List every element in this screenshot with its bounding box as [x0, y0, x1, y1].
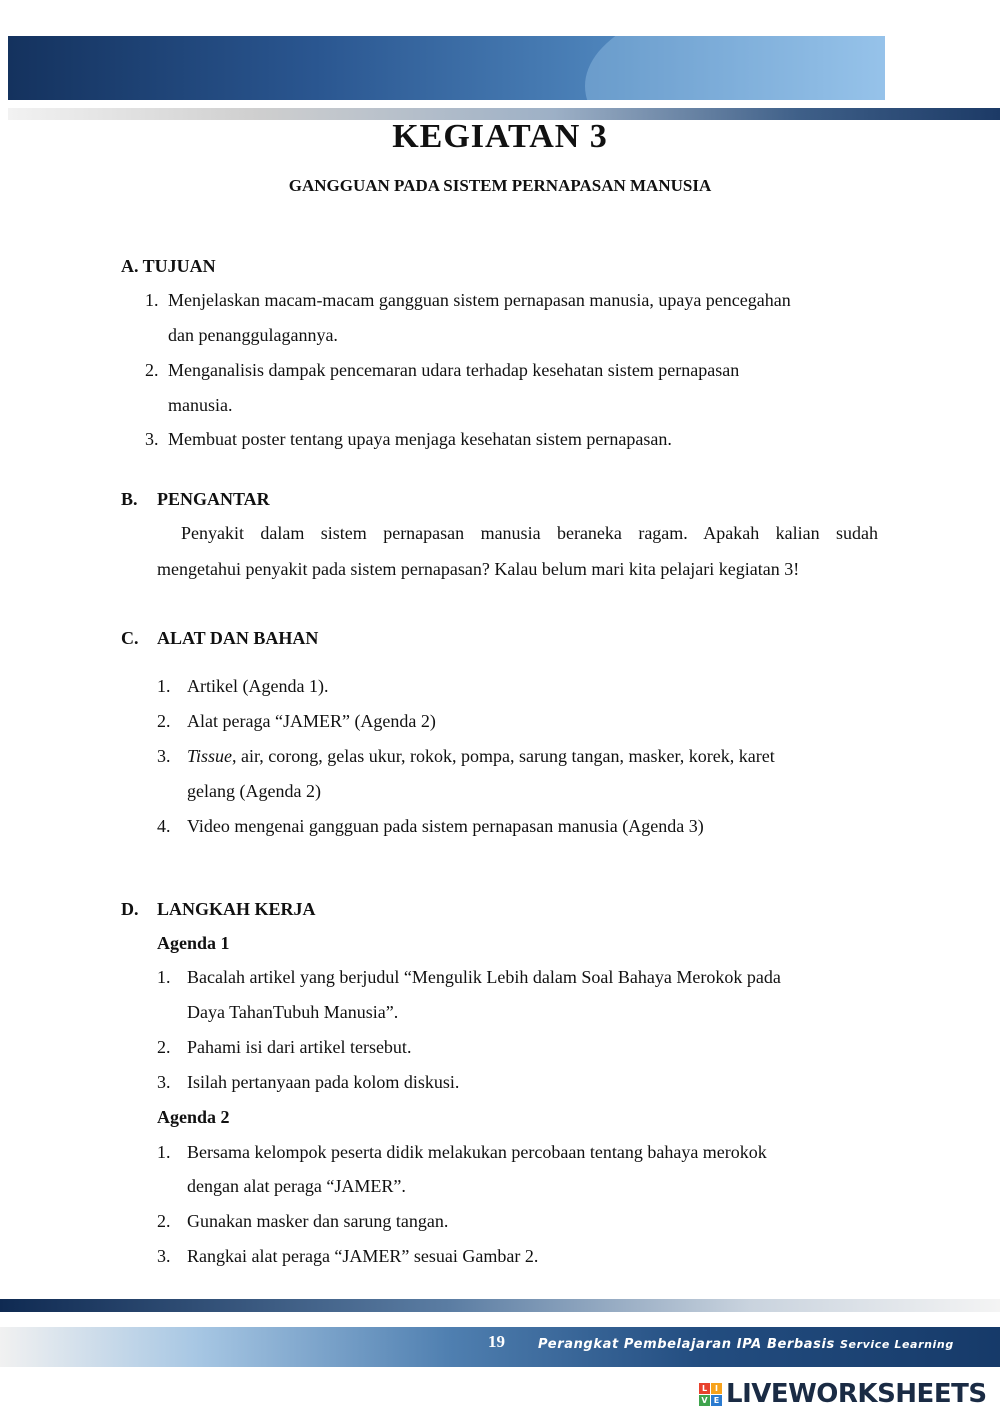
list-item: Bacalah artikel yang berjudul “Mengulik Lebih dalam Soal Bahaya Merokok pada [187, 967, 781, 987]
section-c-letter: C. [121, 628, 139, 648]
list-number: 2. [145, 360, 159, 380]
footer-caption [538, 1337, 954, 1352]
section-b-letter: B. [121, 489, 138, 509]
agenda-1-label: Agenda 1 [157, 933, 230, 953]
footer-caption-small: Service Learning [840, 1338, 954, 1351]
section-c-heading: ALAT DAN BAHAN [157, 628, 319, 648]
list-number: 1. [157, 676, 171, 696]
logo-cell: V [699, 1395, 710, 1406]
list-number: 2. [157, 1037, 171, 1057]
page-title: KEGIATAN 3 [392, 118, 608, 155]
list-number: 1. [157, 1142, 171, 1162]
list-number: 4. [157, 816, 171, 836]
list-item: Membuat poster tentang upaya menjaga kesehatan sistem pernapasan. [168, 429, 672, 449]
italic-term: Tissue [187, 746, 233, 766]
section-d-letter: D. [121, 899, 139, 919]
page-subtitle: GANGGUAN PADA SISTEM PERNAPASAN MANUSIA [288, 176, 712, 195]
list-number: 2. [157, 711, 171, 731]
list-item-continuation: manusia. [168, 395, 233, 415]
list-number: 3. [157, 746, 171, 766]
liveworksheets-logo-icon [699, 1383, 722, 1406]
logo-cell: I [711, 1383, 722, 1394]
footer-stripe [0, 1299, 1000, 1312]
agenda-2-label: Agenda 2 [157, 1107, 230, 1127]
logo-cell: E [711, 1395, 722, 1406]
list-number: 1. [157, 967, 171, 987]
list-item: Artikel (Agenda 1). [187, 676, 329, 696]
header-banner [8, 36, 885, 100]
watermark-text: LIVEWORKSHEETS [726, 1379, 987, 1409]
list-item-text: , air, corong, gelas ukur, rokok, pompa, sarung tangan, masker, korek, karet [232, 746, 775, 766]
list-item: Gunakan masker dan sarung tangan. [187, 1211, 449, 1231]
list-item: Menjelaskan macam-macam gangguan sistem pernapasan manusia, upaya pencegahan [168, 290, 791, 310]
list-number: 3. [157, 1246, 171, 1266]
list-number: 1. [145, 290, 159, 310]
page-number: 19 [488, 1332, 505, 1351]
list-number: 3. [157, 1072, 171, 1092]
list-item: Menganalisis dampak pencemaran udara terhadap kesehatan sistem pernapasan [168, 360, 740, 380]
list-item: Video mengenai gangguan pada sistem pernapasan manusia (Agenda 3) [187, 816, 704, 836]
list-number: 3. [145, 429, 159, 449]
list-item-continuation: dan penanggulagannya. [168, 325, 338, 345]
list-item: Bersama kelompok peserta didik melakukan percobaan tentang bahaya merokok [187, 1142, 767, 1162]
list-item: Isilah pertanyaan pada kolom diskusi. [187, 1072, 460, 1092]
list-item: Pahami isi dari artikel tersebut. [187, 1037, 412, 1057]
list-item-continuation: Daya TahanTubuh Manusia”. [187, 1002, 399, 1022]
list-item [187, 745, 775, 767]
section-b-heading: PENGANTAR [157, 489, 270, 509]
section-a-heading: A. TUJUAN [121, 256, 216, 276]
list-item-continuation: dengan alat peraga “JAMER”. [187, 1176, 406, 1196]
liveworksheets-watermark [699, 1377, 987, 1411]
intro-paragraph-line: mengetahui penyakit pada sistem pernapasan? Kalau belum mari kita pelajari kegiatan 3! [157, 559, 800, 579]
intro-paragraph-line: Penyakit dalam sistem pernapasan manusia beraneka ragam. Apakah kalian sudah [181, 523, 878, 543]
section-d-heading: LANGKAH KERJA [157, 899, 316, 919]
footer-caption-main: Perangkat Pembelajaran IPA Berbasis [538, 1337, 835, 1352]
list-number: 2. [157, 1211, 171, 1231]
list-item-continuation: gelang (Agenda 2) [187, 781, 321, 801]
list-item: Alat peraga “JAMER” (Agenda 2) [187, 711, 436, 731]
list-item: Rangkai alat peraga “JAMER” sesuai Gambar 2. [187, 1246, 539, 1266]
logo-cell: L [699, 1383, 710, 1394]
